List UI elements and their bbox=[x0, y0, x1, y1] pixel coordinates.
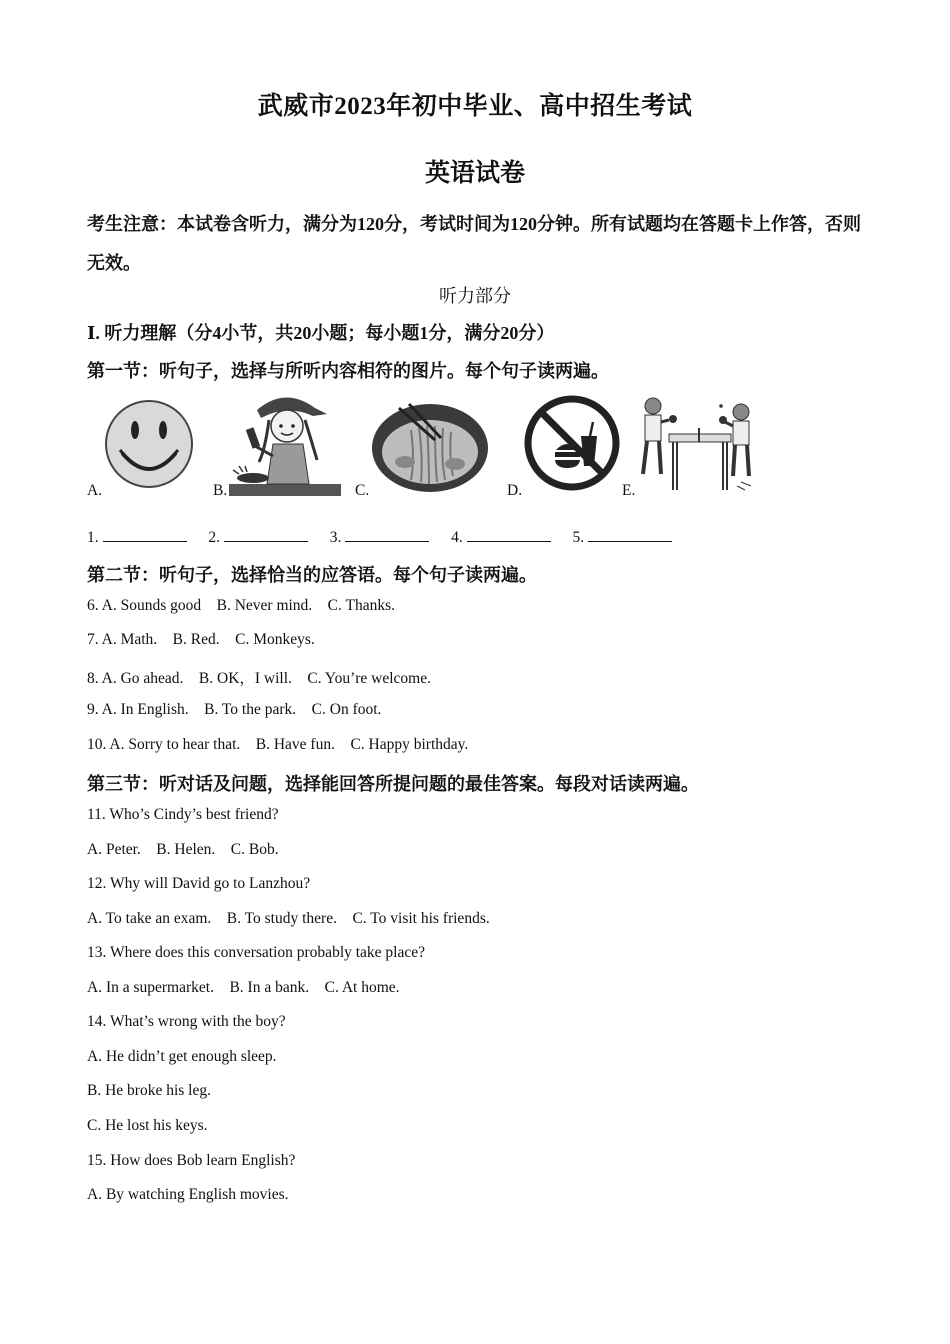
picture-label-b: B. bbox=[213, 482, 228, 499]
question-15: 15. How does Bob learn English? bbox=[87, 1152, 296, 1169]
question-14: 14. What’s wrong with the boy? bbox=[87, 1013, 286, 1030]
answer-blanks bbox=[87, 527, 690, 547]
question-7: 7. A. Math. B. Red. C. Monkeys. bbox=[87, 631, 315, 648]
exam-title: 武威市2023年初中毕业、高中招生考试 bbox=[257, 93, 693, 120]
listening-heading: 听力部分 bbox=[439, 286, 511, 306]
question-13: 13. Where does this conversation probably take place? bbox=[87, 944, 426, 961]
question-11: 11. Who’s Cindy’s best friend? bbox=[87, 806, 279, 823]
no-food-drink-icon bbox=[523, 394, 621, 492]
part1-heading: Ⅰ. 听力理解（分4小节，共20小题；每小题1分，满分20分） bbox=[87, 323, 555, 343]
smiley-face-icon bbox=[103, 398, 195, 490]
answer-blank-5[interactable]: 5. bbox=[573, 527, 673, 547]
option-14b: B. He broke his leg. bbox=[87, 1082, 211, 1099]
picture-options bbox=[87, 390, 787, 500]
picture-label-a: A. bbox=[87, 482, 103, 499]
ping-pong-icon bbox=[637, 390, 761, 498]
options-11: A. Peter. B. Helen. C. Bob. bbox=[87, 841, 279, 858]
picture-label-d: D. bbox=[507, 482, 523, 499]
picture-label-c: C. bbox=[355, 482, 370, 499]
answer-blank-3[interactable]: 3. bbox=[330, 527, 430, 547]
exam-subtitle: 英语试卷 bbox=[424, 160, 525, 187]
picture-label-e: E. bbox=[622, 482, 636, 499]
question-10: 10. A. Sorry to hear that. B. Have fun. C. Happy birthday. bbox=[87, 736, 469, 753]
options-13: A. In a supermarket. B. In a bank. C. At home. bbox=[87, 979, 400, 996]
section2-heading: 第二节：听句子，选择恰当的应答语。每个句子读两遍。 bbox=[87, 565, 537, 585]
noodles-bowl-icon bbox=[371, 400, 489, 494]
question-12: 12. Why will David go to Lanzhou? bbox=[87, 875, 311, 892]
answer-blank-2[interactable]: 2. bbox=[208, 527, 308, 547]
option-14a: A. He didn’t get enough sleep. bbox=[87, 1048, 277, 1065]
question-8: 8. A. Go ahead. B. OK，I will. C. You’re welcome. bbox=[87, 670, 431, 687]
exam-notice: 考生注意：本试卷含听力，满分为120分，考试时间为120分钟。所有试题均在答题卡上作答，否则无效。 bbox=[87, 214, 861, 273]
answer-blank-4[interactable]: 4. bbox=[451, 527, 551, 547]
option-15a: A. By watching English movies. bbox=[87, 1186, 289, 1203]
answer-blank-1[interactable]: 1. bbox=[87, 527, 187, 547]
question-6: 6. A. Sounds good B. Never mind. C. Thanks. bbox=[87, 597, 395, 614]
section1-heading: 第一节：听句子，选择与所听内容相符的图片。每个句子读两遍。 bbox=[87, 361, 609, 381]
question-9: 9. A. In English. B. To the park. C. On foot. bbox=[87, 701, 382, 718]
options-12: A. To take an exam. B. To study there. C. To visit his friends. bbox=[87, 910, 490, 927]
section3-heading: 第三节：听对话及问题，选择能回答所提问题的最佳答案。每段对话读两遍。 bbox=[87, 774, 699, 794]
option-14c: C. He lost his keys. bbox=[87, 1117, 208, 1134]
girl-cooking-icon bbox=[229, 390, 341, 496]
